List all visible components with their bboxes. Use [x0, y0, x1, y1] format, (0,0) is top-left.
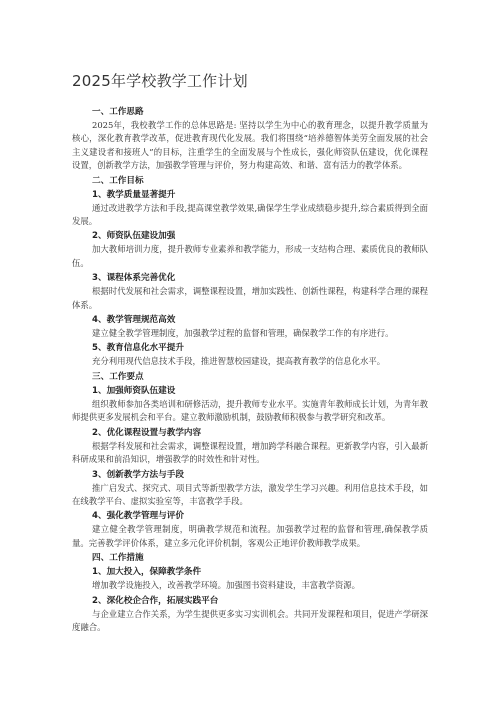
- subsection-heading: 1、加强师资队伍建设: [92, 385, 176, 396]
- paragraph: 与企业建立合作关系，为学生提供更多实习实训机会。共同开发课程和项目，促进产学研深度融合。: [72, 608, 428, 632]
- subsection-heading: 1、加大投入，保障教学条件: [92, 567, 202, 578]
- paragraph: 2025年，我校教学工作的总体思路是: 坚持以学生为中心的教育理念，以提升教学质量为核心，深化教育教学改革，促进教育现代化发展。我们将围绕“培养德智体美劳全面发展的社会主义建设者和接班人”的目标，注重学生的全面发展与个性成长，强化师资队伍建设，优化课程设置，创新教学方法，加强教学管理与评价，努力构建高效、和谐、富有活力的教学体系。: [72, 120, 428, 171]
- section-heading: 四、工作措施: [92, 553, 144, 564]
- section-key-points: [72, 370, 428, 550]
- paragraph: 建立健全教学管理制度，明确教学规范和流程。加强教学过程的监督和管理,确保教学质量。完善教学评价体系，建立多元化评价机制，客观公正地评价教师教学成果。: [72, 524, 428, 548]
- paragraph: 充分利用现代信息技术手段，推进智慧校园建设，提高教育教学的信息化水平。: [92, 356, 386, 367]
- paragraph: 通过改进教学方法和手段,提高课堂教学效果,确保学生学业成绩稳步提升,综合素质得到全面发展。: [72, 202, 428, 227]
- paragraph: 加大教师培训力度，提升教师专业素养和教学能力，形成一支结构合理、素质优良的教师队伍。: [72, 244, 428, 268]
- subsection-heading: 2、深化校企合作，拓展实践平台: [92, 595, 219, 606]
- paragraph: 推广启发式、探究式、项目式等新型教学方法，激发学生学习兴趣。利用信息技术手段，如在线教学平台、虚拟实验室等，丰富教学手段。: [72, 482, 428, 506]
- subsection-heading: 3、课程体系完善优化: [92, 273, 176, 284]
- subsection-heading: 1、教学质量显著提升: [92, 189, 176, 200]
- document-title: 2025年学校教学工作计划: [72, 72, 248, 90]
- section-work-goals: [72, 174, 428, 369]
- subsection-heading: 3、创新教学方法与手段: [92, 469, 184, 480]
- paragraph: 根据时代发展和社会需求，调整课程设置，增加实践性、创新性课程，构建科学合理的课程体系。: [72, 286, 428, 310]
- section-work-approach: [72, 105, 428, 173]
- subsection-heading: 4、强化教学管理与评价: [92, 511, 184, 522]
- subsection-heading: 2、优化课程设置与教学内容: [92, 427, 202, 438]
- subsection-heading: 2、师资队伍建设加强: [92, 231, 176, 242]
- section-heading: 二、工作目标: [92, 175, 144, 186]
- subsection-heading: 4、教学管理规范高效: [92, 315, 176, 326]
- paragraph: 增加教学设施投入，改善教学环境。加强图书资料建设，丰富教学资源。: [92, 580, 360, 591]
- paragraph: 根据学科发展和社会需求，调整课程设置，增加跨学科融合课程。更新教学内容，引入最新科研成果和前沿知识，增强教学的时效性和针对性。: [72, 440, 428, 465]
- subsection-heading: 5、教育信息化水平提升: [92, 343, 184, 354]
- section-heading: 三、工作要点: [92, 371, 144, 382]
- section-measures: [72, 551, 428, 634]
- paragraph: 组织教师参加各类培训和研修活动，提升教师专业水平。实施青年教师成长计划，为青年教师提供更多发展机会和平台。建立教师激励机制，鼓励教师积极参与教学研究和改革。: [72, 398, 428, 423]
- paragraph: 建立健全教学管理制度，加强教学过程的监督和管理，确保教学工作的有序进行。: [92, 328, 394, 339]
- section-heading: 一、工作思路: [92, 107, 144, 117]
